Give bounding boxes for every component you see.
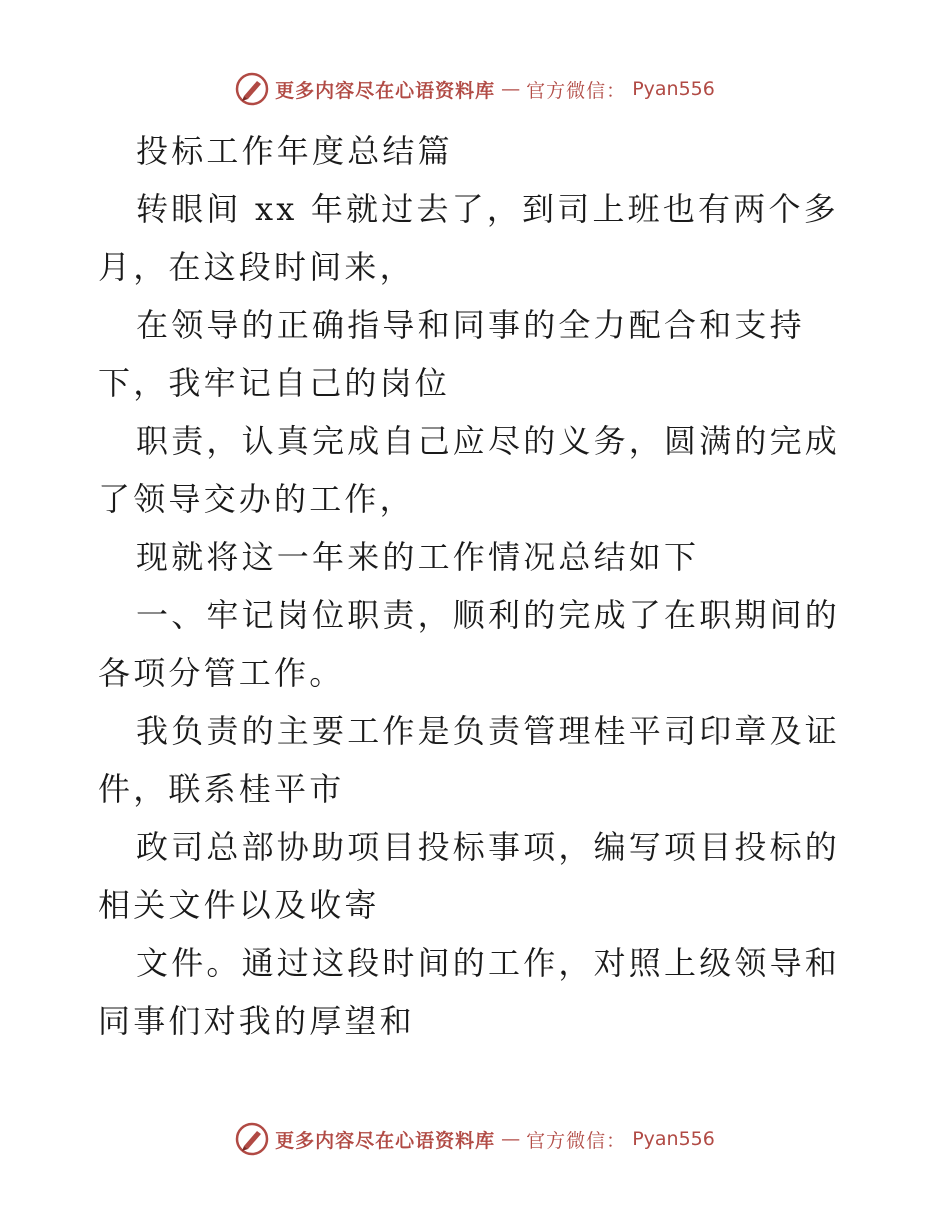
watermark-wechat-label: 官方微信： (526, 1129, 627, 1152)
section-heading: 一、牢记岗位职责，顺利的完成了在职期间的各项分管工作。 (98, 596, 841, 692)
header-watermark (0, 72, 950, 106)
watermark-dash: — (501, 1128, 521, 1150)
watermark-main-text: 更多内容尽在心语资料库 (275, 1129, 496, 1152)
pen-logo-icon (235, 72, 269, 106)
paragraph: 政司总部协助项目投标事项，编写项目投标的相关文件以及收寄 (98, 828, 841, 924)
footer-watermark (0, 1122, 950, 1156)
paragraph: 文件。通过这段时间的工作，对照上级领导和同事们对我的厚望和 (98, 944, 841, 1040)
watermark-dash: — (501, 78, 521, 100)
paragraph: 我负责的主要工作是负责管理桂平司印章及证件，联系桂平市 (98, 712, 841, 808)
paragraph: 转眼间 xx 年就过去了，到司上班也有两个多月，在这段时间来， (98, 190, 839, 286)
watermark-wechat-label: 官方微信： (526, 79, 627, 102)
paragraph: 在领导的正确指导和同事的全力配合和支持下，我牢记自己的岗位 (98, 306, 805, 402)
document-title: 投标工作年度总结篇 (136, 132, 453, 170)
watermark-main-text: 更多内容尽在心语资料库 (275, 79, 496, 102)
watermark-wechat-id: Pyan556 (632, 78, 715, 100)
pen-logo-icon (235, 1122, 269, 1156)
watermark-wechat-id: Pyan556 (632, 1128, 715, 1150)
document-body (98, 122, 856, 1050)
paragraph: 职责，认真完成自己应尽的义务，圆满的完成了领导交办的工作， (98, 422, 841, 518)
paragraph: 现就将这一年来的工作情况总结如下 (136, 538, 700, 576)
